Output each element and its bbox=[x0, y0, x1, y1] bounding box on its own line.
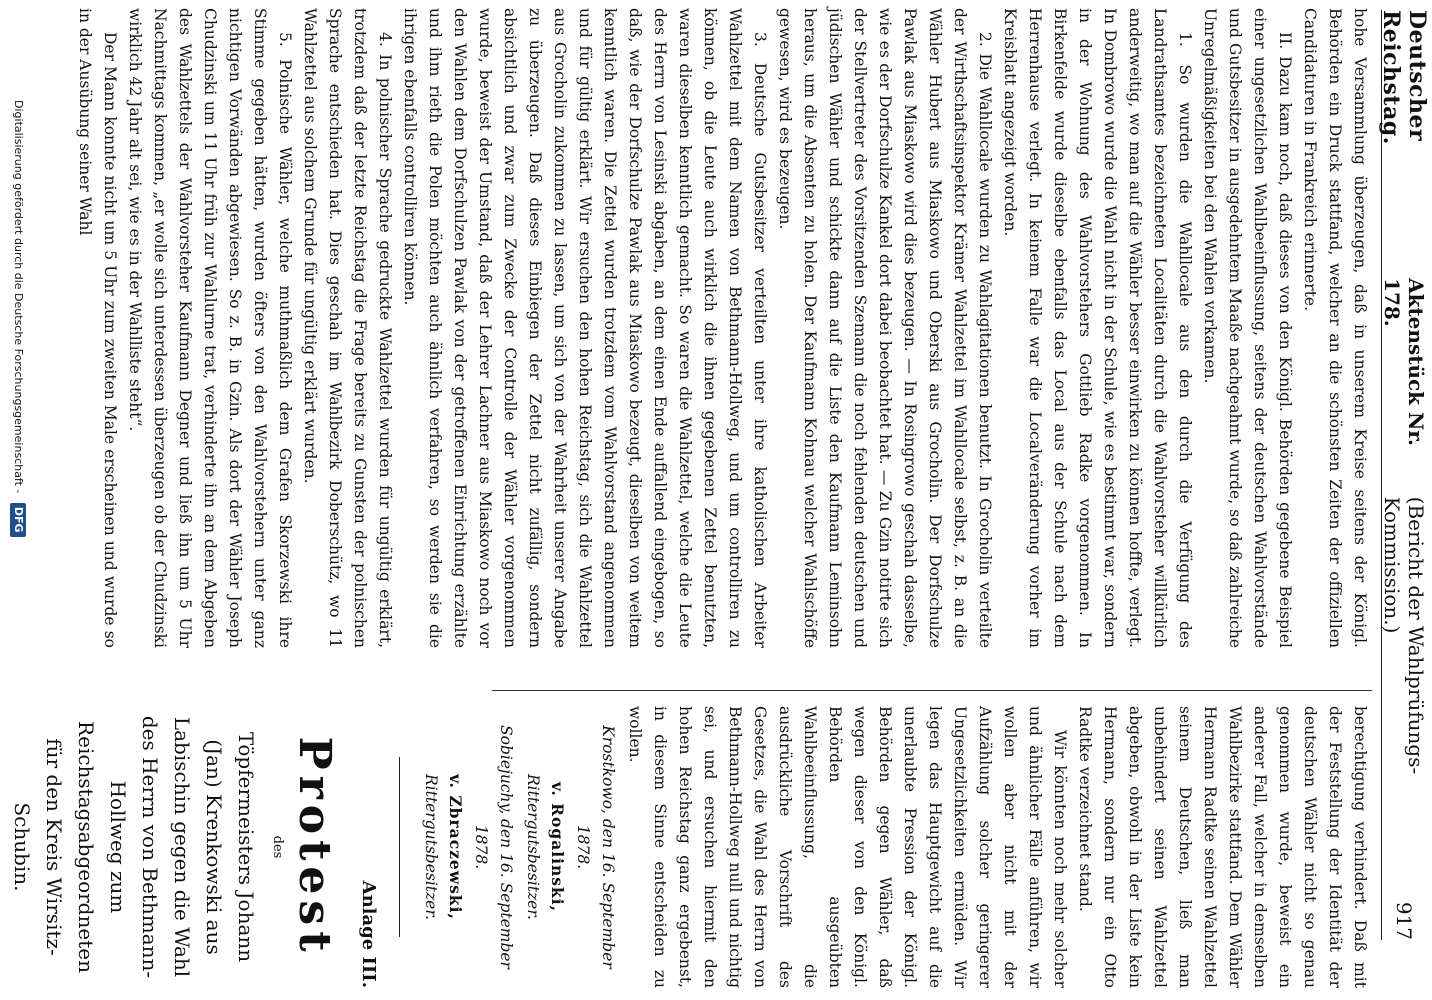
journal-title: Deutscher Reichstag. bbox=[1378, 10, 1430, 145]
signature-name: v. Rogalinski, bbox=[548, 781, 567, 913]
signature-title: Rittergutsbesitzer. bbox=[422, 774, 440, 920]
signature-place-date: Sobiejuchy, den 16. September 1878. bbox=[472, 725, 515, 969]
column-divider bbox=[492, 690, 1372, 691]
right-column bbox=[10, 706, 1372, 988]
credit-text: Digitalisierung gefördert durch die Deutsche Forschungsgemeinschaft - bbox=[12, 100, 25, 494]
header-rule bbox=[1381, 10, 1382, 940]
digitization-credit bbox=[6, 100, 30, 920]
section-label: (Bericht der Wahlprüfungs-Kommission.) bbox=[1380, 496, 1428, 775]
paragraph: 5. Polnische Wähler, welche muthmaßlich dem Grafen Skorzewski ihre Stimme gegeben hätten, wurden öfters von den Wahlvorstehern unter ganz nichtigen Vorwänden abgewiesen. So z. B. in Gzin. Als dort der Wähler Joseph Chudzinski um 11 Uhr früh zur Wahlurne trat, verhinderte ihn an dem Abgeben des Wahlzettels der Wahlvorsteher Kaufmann Degner und ließ ihn um 5 Uhr Nachmittags kommen, „er wolle sich unterdessen überzeugen ob der Chudzinski wirklich 42 Jahr alt sei, wie es in der Wahlliste steht“. bbox=[126, 8, 294, 648]
protest-title: Protest bbox=[289, 736, 340, 958]
annex-heading: Anlage III. bbox=[358, 880, 379, 988]
paragraph: 4. In polnischer Sprache gedruckte Wahlzettel wurden für ungültig erklärt, trotzdem daß der letzte Reichstag die Frage bereits zu Gunsten der polnischen Sprache entschieden hat. Dies geschah im Wahlbezirk Doberschütz, wo 11 Wahlzettel aus solchem Grunde für ungültig erklärt wurden. bbox=[301, 8, 394, 648]
left-column bbox=[76, 8, 1372, 648]
document-number: Aktenstück Nr. 178. bbox=[1380, 278, 1428, 446]
page-number: 917 bbox=[1392, 901, 1416, 941]
paragraph: Wir könnten noch mehr solcher und ähnlicher Fälle anführen, wir wollen aber nicht mit der Aufzählung solcher geringerer Ungesetzlichkeiten ermüden. Wir legen das Hauptgewicht auf die unerlaubte Pression der Königl. Behörden gegen Wähler, daß wegen dieser von den Königl. Behörden ausgeübten Wahlbeeinflussung, die ausdrückliche Vorschrift des Gesetzes, die Wahl des Herrn von Bethmann-Hollweg null und nichtig sei, und ersuchen hiermit den hohen Reichstag ganz ergebenst, in diesem Sinne entscheiden zu wollen. bbox=[626, 706, 1069, 988]
dfg-logo: DFG bbox=[10, 503, 26, 537]
paragraph: 2. Die Wahllocale wurden zu Wahlagitationen benutzt. In Grocholin verteilte der Wirthschaftsinspektor Krämer Wahlzettel im Wahllocale selbst, z. B. an die Wähler Hubert aus Miaskowo und Oberski aus Grocholin. Der Dorfschulze Pawlak aus Miaskowo wird dies bezeugen. — In Rosingrowo geschah dasselbe, wie es der Dorfschulze Kankel dort dabei beobachtet hat. — Zu Gzin notirte sich der Stellvertreter des Vorsitzenden Szemann die noch fehlenden deutschen und jüdischen Wähler und schickte dann auf die Liste den Kaufmann Leminsohn heraus, um die Absenten zu holen. Der Kaufmann Kohnau welcher Wahlschöffe gewesen, wird es bezeugen. bbox=[776, 8, 994, 648]
protest-subtitle: Töpfermeisters Johann (Jan) Krenkowski aus Labischin gegen die Wahl des Herrn von Bethmann-Hollweg zum Reichstagsabgeordneten für den Kreis Wirsitz-Schubin. bbox=[10, 715, 258, 979]
protest-connector: des bbox=[270, 835, 285, 859]
paragraph: 3. Deutsche Gutsbesitzer verteilten unter ihre katholischen Arbeiter Wahlzettel mit dem Namen von Bethmann-Hollweg, und um controlliren zu können, ob die Leute auch wirklich die ihnen gegebenen Zettel benutzten, waren dieselben kenntlich gemacht. So waren die Wahlzettel, welche die Leute des Herrn von Lesinski abgaben, an dem einen Ende auffallend eingebogen, so daß, wie der Dorfschulze Pawlak aus Miaskowo bezeugt, dieselben von weitem kenntlich waren. Die Zettel wurden trotzdem vom Wahlvorstand angenommen und für gültig erklärt. Wir ersuchen den hohen Reichstag, sich die Wahlzettel aus Grocholin zukommen zu lassen, um sich von der Wahrheit unserer Angabe zu überzeugen. Daß dieses Einbiegen der Zettel nicht zufällig, sondern absichtlich und zwar zum Zwecke der Controlle der Wähler vorgenommen wurde, beweist der Umstand, daß der Lehrer Lachner aus Miaskowo noch vor den Wahlen dem Dorfschulzen Pawlak von der getroffenen Einrichtung erzählte und ihm rieth die Polen möchten auch ähnlich verfahren, so werden sie die ihrigen ebenfalls controlliren können. bbox=[401, 8, 769, 648]
signature-place-date: Krostkowo, den 16. September 1878. bbox=[574, 725, 617, 969]
signature-name: v. Zbraczewski, bbox=[446, 774, 465, 920]
signature-title: Rittergutsbesitzer. bbox=[524, 774, 542, 920]
signature-block bbox=[520, 706, 620, 988]
paragraph: 1. So wurden die Wahllocale aus den durch die Verfügung des Landrathsamtes bezeichneten Localitäten durch die Wahlvorsteher willkürlich anderweitig, wo man auf die Wähler besser einwirken zu können hoffte, verlegt. In Dombrowo wurde die Wahl nicht in der Schule, wie es bestimmt war, sondern in der Wohnung des Wahlvorstehers Gottlieb Radke vorgenommen. In Birkenfelde wurde dieselbe ebenfalls das Local aus der Schule nach dem Herrenhause verlegt. In keinem Falle war die Localveränderung vorher im Kreisblatt angezeigt worden. bbox=[1001, 8, 1194, 648]
paragraph: Der Mann konnte nicht um 5 Uhr zum zweiten Male erscheinen und wurde so in der Ausübung seiner Wahl bbox=[76, 8, 119, 648]
signature-block bbox=[418, 706, 518, 988]
paragraph: hohe Versammlung überzeugen, daß in unserem Kreise seitens der Königl. Behörden ein Druck stattfand, welcher an die schönsten Zeiten der offiziellen Candidaturen in Frankreich erinnerte. bbox=[1301, 8, 1369, 648]
running-head bbox=[1378, 10, 1430, 941]
paragraph: II. Dazu kam noch, daß dieses von den Königl. Behörden gegebene Beispiel einer ungesetzlichen Wahlbeeinflussung, seitens der deutschen Wahlvorstände und Gutsbesitzer in ausgedehntem Maaße nachgeahmt wurde, so daß zahlreiche Unregelmäßigkeiten bei den Wahlen vorkamen. bbox=[1201, 8, 1294, 648]
paragraph: berechtigung verhindert. Daß mit der Feststellung der Identität der deutschen Wähler nicht so genau genommen wurde, beweist ein anderer Fall, welcher in demselben Wahlbezirke stattfand. Dem Wähler Hermann Radtke seinen Wahlzettel seinem Deutschen, ließ man unbehindert seinen Wahlzettel abgeben, obwohl in der Liste kein Hermann, sondern nur ein Otto Radtke verzeichnet stand. bbox=[1076, 706, 1369, 988]
section-rule bbox=[399, 757, 400, 937]
